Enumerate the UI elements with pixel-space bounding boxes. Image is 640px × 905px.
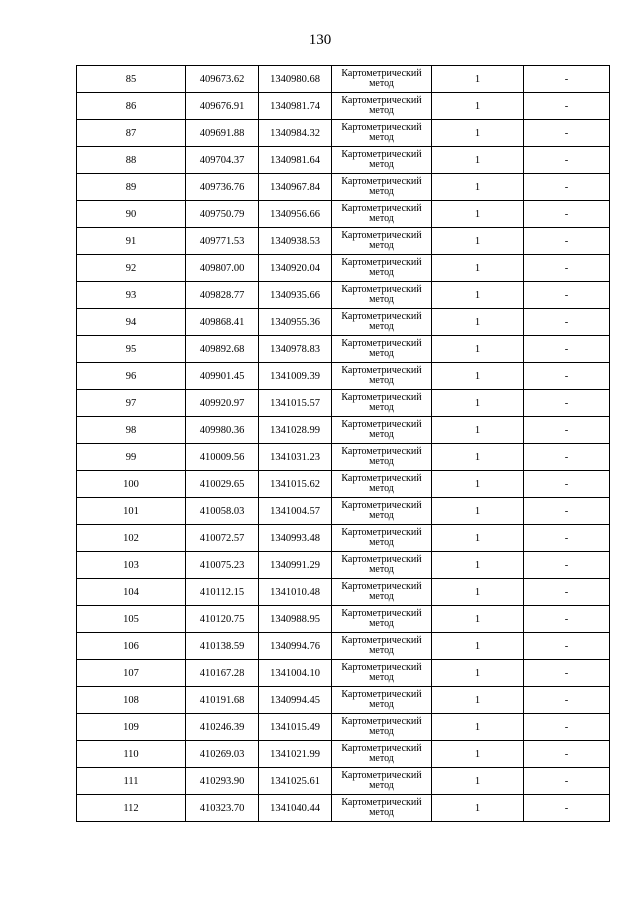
note-cell: - bbox=[524, 579, 610, 606]
note-cell: - bbox=[524, 498, 610, 525]
point-number-cell: 98 bbox=[77, 417, 186, 444]
x-coordinate-cell: 409807.00 bbox=[186, 255, 259, 282]
y-coordinate-cell: 1340981.64 bbox=[259, 147, 332, 174]
point-number-cell: 111 bbox=[77, 768, 186, 795]
x-coordinate-cell: 410009.56 bbox=[186, 444, 259, 471]
point-number-cell: 100 bbox=[77, 471, 186, 498]
method-cell: Картометрический метод bbox=[332, 282, 432, 309]
y-coordinate-cell: 1341004.10 bbox=[259, 660, 332, 687]
method-cell: Картометрический метод bbox=[332, 363, 432, 390]
note-cell: - bbox=[524, 795, 610, 822]
point-number-cell: 93 bbox=[77, 282, 186, 309]
note-cell: - bbox=[524, 714, 610, 741]
precision-cell: 1 bbox=[432, 660, 524, 687]
precision-cell: 1 bbox=[432, 741, 524, 768]
method-cell: Картометрический метод bbox=[332, 606, 432, 633]
method-cell: Картометрический метод bbox=[332, 660, 432, 687]
x-coordinate-cell: 410138.59 bbox=[186, 633, 259, 660]
precision-cell: 1 bbox=[432, 201, 524, 228]
method-cell: Картометрический метод bbox=[332, 309, 432, 336]
method-cell: Картометрический метод bbox=[332, 417, 432, 444]
y-coordinate-cell: 1340956.66 bbox=[259, 201, 332, 228]
point-number-cell: 110 bbox=[77, 741, 186, 768]
method-cell: Картометрический метод bbox=[332, 255, 432, 282]
y-coordinate-cell: 1340920.04 bbox=[259, 255, 332, 282]
table-row bbox=[77, 444, 610, 471]
x-coordinate-cell: 410112.15 bbox=[186, 579, 259, 606]
table-row bbox=[77, 768, 610, 795]
precision-cell: 1 bbox=[432, 255, 524, 282]
y-coordinate-cell: 1340935.66 bbox=[259, 282, 332, 309]
x-coordinate-cell: 409736.76 bbox=[186, 174, 259, 201]
method-cell: Картометрический метод bbox=[332, 525, 432, 552]
x-coordinate-cell: 410191.68 bbox=[186, 687, 259, 714]
y-coordinate-cell: 1341028.99 bbox=[259, 417, 332, 444]
note-cell: - bbox=[524, 282, 610, 309]
y-coordinate-cell: 1341031.23 bbox=[259, 444, 332, 471]
y-coordinate-cell: 1340994.76 bbox=[259, 633, 332, 660]
table-row bbox=[77, 714, 610, 741]
table-row bbox=[77, 498, 610, 525]
note-cell: - bbox=[524, 552, 610, 579]
note-cell: - bbox=[524, 444, 610, 471]
table-row bbox=[77, 606, 610, 633]
x-coordinate-cell: 410293.90 bbox=[186, 768, 259, 795]
precision-cell: 1 bbox=[432, 471, 524, 498]
y-coordinate-cell: 1340984.32 bbox=[259, 120, 332, 147]
table-row bbox=[77, 390, 610, 417]
method-cell: Картометрический метод bbox=[332, 714, 432, 741]
x-coordinate-cell: 409771.53 bbox=[186, 228, 259, 255]
method-cell: Картометрический метод bbox=[332, 633, 432, 660]
x-coordinate-cell: 409920.97 bbox=[186, 390, 259, 417]
table-row bbox=[77, 228, 610, 255]
table-row bbox=[77, 579, 610, 606]
y-coordinate-cell: 1341015.57 bbox=[259, 390, 332, 417]
method-cell: Картометрический метод bbox=[332, 795, 432, 822]
point-number-cell: 109 bbox=[77, 714, 186, 741]
x-coordinate-cell: 409828.77 bbox=[186, 282, 259, 309]
precision-cell: 1 bbox=[432, 633, 524, 660]
point-number-cell: 105 bbox=[77, 606, 186, 633]
note-cell: - bbox=[524, 93, 610, 120]
precision-cell: 1 bbox=[432, 363, 524, 390]
table-row bbox=[77, 660, 610, 687]
method-cell: Картометрический метод bbox=[332, 768, 432, 795]
point-number-cell: 103 bbox=[77, 552, 186, 579]
method-cell: Картометрический метод bbox=[332, 471, 432, 498]
table-row bbox=[77, 471, 610, 498]
precision-cell: 1 bbox=[432, 579, 524, 606]
note-cell: - bbox=[524, 660, 610, 687]
note-cell: - bbox=[524, 687, 610, 714]
y-coordinate-cell: 1340994.45 bbox=[259, 687, 332, 714]
table-row bbox=[77, 282, 610, 309]
point-number-cell: 85 bbox=[77, 66, 186, 93]
point-number-cell: 96 bbox=[77, 363, 186, 390]
point-number-cell: 94 bbox=[77, 309, 186, 336]
note-cell: - bbox=[524, 228, 610, 255]
method-cell: Картометрический метод bbox=[332, 579, 432, 606]
x-coordinate-cell: 409750.79 bbox=[186, 201, 259, 228]
table-row bbox=[77, 93, 610, 120]
y-coordinate-cell: 1341015.62 bbox=[259, 471, 332, 498]
method-cell: Картометрический метод bbox=[332, 741, 432, 768]
y-coordinate-cell: 1341040.44 bbox=[259, 795, 332, 822]
note-cell: - bbox=[524, 174, 610, 201]
coordinates-table bbox=[76, 65, 610, 822]
table-row bbox=[77, 525, 610, 552]
precision-cell: 1 bbox=[432, 417, 524, 444]
note-cell: - bbox=[524, 147, 610, 174]
x-coordinate-cell: 410269.03 bbox=[186, 741, 259, 768]
x-coordinate-cell: 409980.36 bbox=[186, 417, 259, 444]
table-row bbox=[77, 795, 610, 822]
method-cell: Картометрический метод bbox=[332, 552, 432, 579]
method-cell: Картометрический метод bbox=[332, 390, 432, 417]
precision-cell: 1 bbox=[432, 768, 524, 795]
table-row bbox=[77, 174, 610, 201]
table-row bbox=[77, 741, 610, 768]
x-coordinate-cell: 409892.68 bbox=[186, 336, 259, 363]
table-row bbox=[77, 417, 610, 444]
point-number-cell: 112 bbox=[77, 795, 186, 822]
point-number-cell: 104 bbox=[77, 579, 186, 606]
method-cell: Картометрический метод bbox=[332, 120, 432, 147]
note-cell: - bbox=[524, 336, 610, 363]
precision-cell: 1 bbox=[432, 66, 524, 93]
precision-cell: 1 bbox=[432, 390, 524, 417]
precision-cell: 1 bbox=[432, 795, 524, 822]
x-coordinate-cell: 409868.41 bbox=[186, 309, 259, 336]
point-number-cell: 86 bbox=[77, 93, 186, 120]
x-coordinate-cell: 410058.03 bbox=[186, 498, 259, 525]
note-cell: - bbox=[524, 417, 610, 444]
precision-cell: 1 bbox=[432, 147, 524, 174]
precision-cell: 1 bbox=[432, 525, 524, 552]
point-number-cell: 89 bbox=[77, 174, 186, 201]
x-coordinate-cell: 410246.39 bbox=[186, 714, 259, 741]
table-row bbox=[77, 309, 610, 336]
y-coordinate-cell: 1341004.57 bbox=[259, 498, 332, 525]
x-coordinate-cell: 410029.65 bbox=[186, 471, 259, 498]
y-coordinate-cell: 1340991.29 bbox=[259, 552, 332, 579]
note-cell: - bbox=[524, 741, 610, 768]
method-cell: Картометрический метод bbox=[332, 174, 432, 201]
point-number-cell: 97 bbox=[77, 390, 186, 417]
point-number-cell: 90 bbox=[77, 201, 186, 228]
coordinates-table-body bbox=[77, 66, 610, 822]
x-coordinate-cell: 410167.28 bbox=[186, 660, 259, 687]
table-row bbox=[77, 66, 610, 93]
table-row bbox=[77, 363, 610, 390]
note-cell: - bbox=[524, 525, 610, 552]
precision-cell: 1 bbox=[432, 606, 524, 633]
point-number-cell: 106 bbox=[77, 633, 186, 660]
method-cell: Картометрический метод bbox=[332, 228, 432, 255]
method-cell: Картометрический метод bbox=[332, 687, 432, 714]
method-cell: Картометрический метод bbox=[332, 93, 432, 120]
method-cell: Картометрический метод bbox=[332, 498, 432, 525]
note-cell: - bbox=[524, 309, 610, 336]
note-cell: - bbox=[524, 201, 610, 228]
method-cell: Картометрический метод bbox=[332, 444, 432, 471]
y-coordinate-cell: 1341009.39 bbox=[259, 363, 332, 390]
precision-cell: 1 bbox=[432, 498, 524, 525]
precision-cell: 1 bbox=[432, 552, 524, 579]
y-coordinate-cell: 1340988.95 bbox=[259, 606, 332, 633]
precision-cell: 1 bbox=[432, 444, 524, 471]
point-number-cell: 107 bbox=[77, 660, 186, 687]
precision-cell: 1 bbox=[432, 228, 524, 255]
table-row bbox=[77, 120, 610, 147]
table-row bbox=[77, 552, 610, 579]
x-coordinate-cell: 410120.75 bbox=[186, 606, 259, 633]
method-cell: Картометрический метод bbox=[332, 336, 432, 363]
x-coordinate-cell: 410075.23 bbox=[186, 552, 259, 579]
note-cell: - bbox=[524, 363, 610, 390]
y-coordinate-cell: 1340967.84 bbox=[259, 174, 332, 201]
table-row bbox=[77, 336, 610, 363]
x-coordinate-cell: 409691.88 bbox=[186, 120, 259, 147]
table-row bbox=[77, 633, 610, 660]
point-number-cell: 101 bbox=[77, 498, 186, 525]
precision-cell: 1 bbox=[432, 93, 524, 120]
note-cell: - bbox=[524, 471, 610, 498]
note-cell: - bbox=[524, 255, 610, 282]
precision-cell: 1 bbox=[432, 687, 524, 714]
note-cell: - bbox=[524, 390, 610, 417]
point-number-cell: 102 bbox=[77, 525, 186, 552]
y-coordinate-cell: 1340978.83 bbox=[259, 336, 332, 363]
precision-cell: 1 bbox=[432, 174, 524, 201]
y-coordinate-cell: 1340981.74 bbox=[259, 93, 332, 120]
x-coordinate-cell: 410323.70 bbox=[186, 795, 259, 822]
precision-cell: 1 bbox=[432, 120, 524, 147]
point-number-cell: 87 bbox=[77, 120, 186, 147]
point-number-cell: 91 bbox=[77, 228, 186, 255]
note-cell: - bbox=[524, 66, 610, 93]
y-coordinate-cell: 1340938.53 bbox=[259, 228, 332, 255]
precision-cell: 1 bbox=[432, 282, 524, 309]
x-coordinate-cell: 409901.45 bbox=[186, 363, 259, 390]
table-row bbox=[77, 201, 610, 228]
table-row bbox=[77, 687, 610, 714]
method-cell: Картометрический метод bbox=[332, 201, 432, 228]
y-coordinate-cell: 1340980.68 bbox=[259, 66, 332, 93]
point-number-cell: 108 bbox=[77, 687, 186, 714]
point-number-cell: 99 bbox=[77, 444, 186, 471]
page-number: 130 bbox=[308, 32, 332, 48]
y-coordinate-cell: 1341010.48 bbox=[259, 579, 332, 606]
x-coordinate-cell: 409676.91 bbox=[186, 93, 259, 120]
x-coordinate-cell: 409704.37 bbox=[186, 147, 259, 174]
table-row bbox=[77, 255, 610, 282]
x-coordinate-cell: 410072.57 bbox=[186, 525, 259, 552]
y-coordinate-cell: 1341015.49 bbox=[259, 714, 332, 741]
note-cell: - bbox=[524, 120, 610, 147]
point-number-cell: 88 bbox=[77, 147, 186, 174]
point-number-cell: 92 bbox=[77, 255, 186, 282]
note-cell: - bbox=[524, 606, 610, 633]
note-cell: - bbox=[524, 768, 610, 795]
y-coordinate-cell: 1340955.36 bbox=[259, 309, 332, 336]
precision-cell: 1 bbox=[432, 309, 524, 336]
point-number-cell: 95 bbox=[77, 336, 186, 363]
precision-cell: 1 bbox=[432, 714, 524, 741]
y-coordinate-cell: 1340993.48 bbox=[259, 525, 332, 552]
x-coordinate-cell: 409673.62 bbox=[186, 66, 259, 93]
note-cell: - bbox=[524, 633, 610, 660]
precision-cell: 1 bbox=[432, 336, 524, 363]
method-cell: Картометрический метод bbox=[332, 147, 432, 174]
method-cell: Картометрический метод bbox=[332, 66, 432, 93]
table-row bbox=[77, 147, 610, 174]
y-coordinate-cell: 1341021.99 bbox=[259, 741, 332, 768]
y-coordinate-cell: 1341025.61 bbox=[259, 768, 332, 795]
